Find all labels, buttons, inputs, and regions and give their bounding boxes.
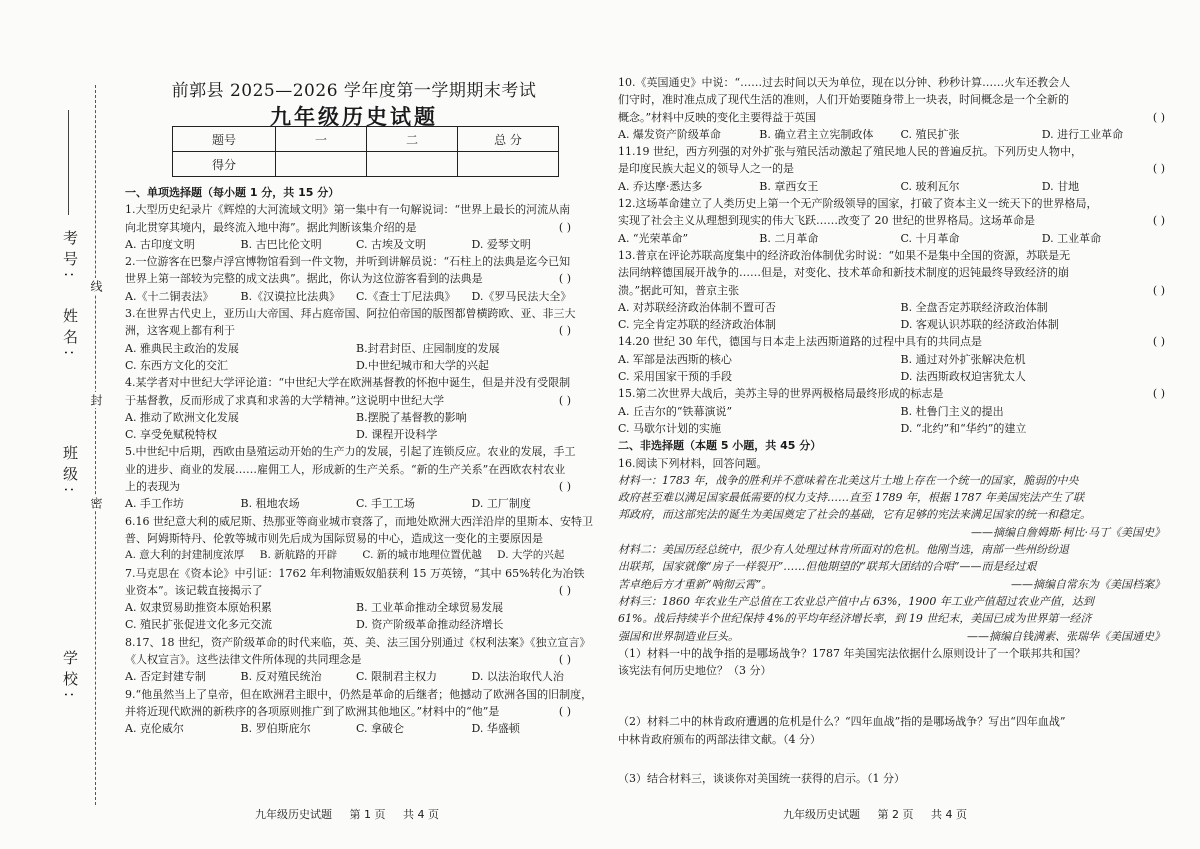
option[interactable]: C. 玻利瓦尔	[900, 179, 960, 193]
question-text: 并将近现代欧洲的新秩序的各项原则推广到了欧洲其他地区。”材料中的“他”是	[125, 704, 500, 718]
score-header-part1: 一	[276, 127, 367, 152]
option[interactable]: D. 甘地	[1041, 179, 1080, 193]
sub-question-text: 该宪法有何历史地位？（3 分）	[618, 664, 772, 678]
option[interactable]: B. 罗伯斯庇尔	[240, 722, 311, 736]
question-text: 2.一位游客在巴黎卢浮宫博物馆看到一件文物，并听到讲解员说：“石柱上的法典是迄今已知	[125, 255, 571, 269]
option[interactable]: A. 奴隶贸易助推资本原始积累	[125, 601, 272, 615]
option[interactable]: B.封君封臣、庄园制度的发展	[356, 341, 500, 355]
footer-total: 共 4 页	[930, 808, 967, 821]
answer-blank[interactable]: ( )	[558, 653, 571, 667]
question-text: 于基督教，反而形成了求真和求善的大学精神。”这说明中世纪大学	[125, 393, 445, 407]
exam-subtitle: 九年级历史试题	[270, 104, 438, 129]
question-text: 4.某学者对中世纪大学评论道：“中世纪大学在欧洲基督教的怀抱中诞生，但是并没有受限制	[125, 376, 571, 390]
question-4	[125, 374, 587, 443]
answer-blank[interactable]: ( )	[1152, 283, 1165, 297]
material-source: ——摘编自钱满素、张瑞华《美国通史》	[967, 629, 1165, 643]
answer-blank[interactable]: ( )	[1152, 387, 1165, 401]
material-text: 强国和世界制造业巨头。	[618, 629, 739, 643]
question-text: 是印度民族大起义的领导人之一的是	[618, 162, 794, 176]
question-1	[125, 201, 587, 253]
question-text: 5.中世纪中后期，西欧由垦殖运动开始的生产力的发展，引起了连锁反应。农业的发展，手工	[125, 445, 576, 459]
sub-question-1	[618, 645, 1183, 680]
option[interactable]: D. 进行工业革命	[1041, 127, 1124, 141]
question-8	[125, 634, 591, 686]
name-label: 姓名:	[61, 308, 79, 362]
answer-blank[interactable]: ( )	[558, 704, 571, 718]
sub-question-text: （2）材料二中的林肯政府遭遇的危机是什么？“四年血战”指的是哪场战争？写出“四年血战”	[618, 715, 1066, 729]
material-text: 61%。战后持续半个世纪保持 4%的平均年经济增长率，到 19 世纪末，美国已成为世界第一经济	[618, 612, 1092, 626]
question-text: 溃。”据此可知，普京主张	[618, 283, 740, 297]
question-11	[618, 143, 1183, 195]
question-text: 6.16 世纪意大利的威尼斯、热那亚等商业城市衰落了，而地处欧洲大西洋沿岸的里斯本、安特卫	[125, 514, 593, 528]
option[interactable]: A. 丘吉尔的“铁幕演说”	[618, 404, 733, 418]
sub-question-text: 中林肯政府颁布的两部法律文献。（4 分）	[618, 732, 821, 746]
question-10	[618, 74, 1183, 143]
question-text: 实现了社会主义从理想到现实的伟大飞跃……改变了 20 世纪的世界格局。这场革命是	[618, 214, 1035, 228]
answer-blank[interactable]: ( )	[558, 324, 571, 338]
option[interactable]: A. “光荣革命”	[618, 231, 689, 245]
school-label: 学校:	[61, 650, 79, 704]
answer-blank[interactable]: ( )	[1152, 214, 1165, 228]
question-text: 1.大型历史纪录片《辉煌的大河流域文明》第一集中有一句解说词：“世界上最长的河流从南	[125, 203, 571, 217]
option[interactable]: A. 爆发资产阶级革命	[618, 127, 721, 141]
question-text: 世界上第一部较为完整的成文法典”。据此，你认为这位游客看到的法典是	[125, 272, 483, 286]
footer-subject: 九年级历史试题	[255, 808, 332, 821]
option[interactable]: A. 乔达摩·悉达多	[618, 179, 703, 193]
answer-blank[interactable]: ( )	[558, 272, 571, 286]
answer-blank[interactable]: ( )	[1152, 110, 1165, 124]
question-text: 15.第二次世界大战后，美苏主导的世界两极格局最终形成的标志是	[618, 387, 944, 401]
section-heading: 二、非选择题（本题 5 小题，共 45 分）	[618, 439, 822, 453]
question-15	[618, 385, 1183, 437]
answer-blank[interactable]: ( )	[558, 583, 571, 597]
cut-mark-secret: 密	[89, 497, 103, 509]
material-text: 材料一：1783 年，战争的胜利并不意味着在北美这片土地上存在一个统一的国家，脆弱的中央	[618, 473, 1079, 487]
question-14	[618, 333, 1183, 385]
option[interactable]: C. 拿破仑	[356, 722, 405, 736]
sub-question-2	[618, 713, 1183, 748]
score-header-label: 题号	[173, 127, 276, 152]
question-2	[125, 253, 587, 305]
option[interactable]: C. 十月革命	[900, 231, 960, 245]
sub-question-3	[618, 770, 1183, 787]
option[interactable]: D. 客观认识苏联的经济政治体制	[900, 318, 1059, 332]
exam-no-blank	[68, 110, 69, 215]
sub-question-text: （1）材料一中的战争指的是哪场战争？1787 年美国宪法依据什么原则设计了一个联邦共和国？	[618, 646, 1086, 660]
option[interactable]: D. 法西斯政权迫害犹太人	[900, 370, 1026, 384]
score-cell[interactable]	[367, 152, 458, 177]
option[interactable]: B. 杜鲁门主义的提出	[900, 404, 1004, 418]
question-16-intro: 16.阅读下列材料，回答问题。	[618, 456, 768, 470]
question-text: 业资本”。该记载直接揭示了	[125, 583, 263, 597]
question-text: 13.普京在评论苏联高度集中的经济政治体制优劣时说：“如果不是集中全国的资源，苏联是无	[618, 248, 1071, 262]
score-cell[interactable]	[276, 152, 367, 177]
class-label: 班级:	[61, 445, 79, 499]
footer-page: 第 1 页	[349, 808, 386, 821]
option[interactable]: D. 以法治取代人治	[471, 670, 564, 684]
option[interactable]: D. 资产阶级革命推动经济增长	[356, 618, 504, 632]
option[interactable]: A. 推动了欧洲文化发展	[125, 410, 239, 424]
material-text: 材料三：1860 年农业生产总值在工农业总产值中占 63%，1900 年工业产值超过农业产值，达到	[618, 594, 1094, 608]
option[interactable]: A. 古印度文明	[125, 237, 195, 251]
material-source: ——摘编自常东为《美国档案》	[1011, 577, 1165, 591]
question-3	[125, 305, 587, 374]
answer-blank[interactable]: ( )	[558, 393, 571, 407]
binding-margin	[0, 0, 118, 849]
option[interactable]: C. 新的城市地理位置优越	[362, 549, 482, 562]
question-13	[618, 247, 1183, 333]
question-text: 上的表现为	[125, 480, 180, 494]
option[interactable]: C. 马歇尔计划的实施	[618, 421, 722, 435]
exam-page-2	[618, 0, 1186, 849]
option[interactable]: A. 雅典民主政治的发展	[125, 341, 239, 355]
material-text: 政府甚至难以满足国家最低需要的权力支持……直至 1789 年，根据 1787 年美国宪法产生了联	[618, 491, 1084, 505]
footer-total: 共 4 页	[402, 808, 439, 821]
option[interactable]: B. 反对殖民统治	[240, 670, 322, 684]
material-3	[618, 593, 1183, 645]
option[interactable]: C. 殖民扩张促进文化多元交流	[125, 618, 273, 632]
question-text: 11.19 世纪，西方列强的对外扩张与殖民活动激起了殖民地人民的普遍反抗。下列历史人物中，	[618, 145, 1082, 159]
page-footer	[255, 806, 439, 822]
question-text: 《人权宣言》。这些法律文件所体现的共同理念是	[125, 653, 362, 667]
question-text: 12.这场革命建立了人类历史上第一个无产阶级领导的国家，打破了资本主义一统天下的世界格局，	[618, 197, 1098, 211]
question-text: 法同纳粹德国展开战争的……但是，对变化、技术革命和新技术制度的迟钝最终导致经济的崩	[618, 266, 1069, 280]
question-text: 8.17、18 世纪，资产阶级革命的时代来临，英、美、法三国分别通过《权利法案》《独立宣言》	[125, 635, 591, 649]
question-5	[125, 443, 587, 512]
option[interactable]: A. 对苏联经济政治体制不置可否	[618, 300, 776, 314]
page1-questions	[125, 184, 593, 738]
answer-blank[interactable]: ( )	[558, 220, 571, 234]
question-9	[125, 686, 593, 738]
option[interactable]: A. 军部是法西斯的核心	[618, 352, 732, 366]
footer-subject: 九年级历史试题	[783, 808, 860, 821]
option[interactable]: B. 古巴比伦文明	[240, 237, 322, 251]
option[interactable]: D. 大学的兴起	[497, 549, 565, 562]
question-text: 3.在世界古代史上，亚历山大帝国、拜占庭帝国、阿拉伯帝国的版图都曾横跨欧、亚、非三大	[125, 307, 576, 321]
question-text: 普、阿姆斯特丹、伦敦等城市则先后成为国际贸易的中心，造成这一变化的主要原因是	[125, 531, 543, 545]
option[interactable]: C. 完全肯定苏联的经济政治体制	[618, 318, 777, 332]
option[interactable]: C. 享受免赋税特权	[125, 428, 218, 442]
material-2	[618, 541, 1183, 593]
option[interactable]: B. 通过对外扩张解决危机	[900, 352, 1026, 366]
answer-blank[interactable]: ( )	[1152, 335, 1165, 349]
question-text: 7.马克思在《资本论》中引证：1762 年利物浦贩奴船获利 15 万英镑，“其中 65%转化为冶铁	[125, 566, 585, 580]
material-text: 材料二：美国历经总统中，很少有人处理过林肯所面对的危机。他刚当选，南部一些州纷纷退	[618, 543, 1069, 557]
option[interactable]: D.《罗马民法大全》	[471, 289, 572, 303]
question-6	[125, 513, 593, 565]
score-table	[172, 126, 559, 177]
seal-line	[95, 85, 96, 805]
option[interactable]: D. “北约”和“华约”的建立	[900, 421, 1027, 435]
option[interactable]: C. 东西方文化的交汇	[125, 358, 229, 372]
material-text: 出联邦，国家就像“房子一样裂开”……但他期望的“联邦大团结的合唱”——而是经过艰	[618, 560, 1037, 574]
option[interactable]: D. 工业革命	[1041, 231, 1102, 245]
option[interactable]: A. 克伦威尔	[125, 722, 184, 736]
question-text: 9.“他虽然当上了皇帝，但在欧洲君主眼中，仍然是革命的后继者；他撼动了欧洲各国的旧制度，	[125, 687, 593, 701]
option[interactable]: A. 手工作坊	[125, 497, 184, 511]
score-header-total: 总 分	[458, 127, 559, 152]
option[interactable]: C. 手工工场	[356, 497, 416, 511]
option[interactable]: D. 工厂制度	[471, 497, 531, 511]
material-text: 邦政府，而这部宪法的诞生为美国奠定了社会的基础，它有足够的宪法来满足国家的统一和稳定。	[618, 508, 1091, 522]
question-text: 向北贯穿其境内，最终流入地中海”。据此判断该集介绍的是	[125, 220, 417, 234]
option[interactable]: C. 采用国家干预的手段	[618, 370, 733, 384]
answer-space[interactable]	[618, 679, 1183, 713]
question-text: 14.20 世纪 30 年代，德国与日本走上法西斯道路的过程中具有的共同点是	[618, 335, 982, 349]
option[interactable]: B.摆脱了基督教的影响	[356, 410, 467, 424]
option[interactable]: B. 确立君主立宪制政体	[759, 127, 874, 141]
cut-mark-seal: 封	[89, 394, 103, 406]
answer-blank[interactable]: ( )	[1152, 162, 1165, 176]
option[interactable]: C. 限制君主权力	[356, 670, 438, 684]
option[interactable]: B.《汉谟拉比法典》	[240, 289, 341, 303]
sub-question-text: （3）结合材料三，谈谈你对美国统一获得的启示。（1 分）	[618, 771, 905, 785]
option[interactable]: A. 意大利的封建制度浓厚	[125, 549, 245, 562]
question-text: 业的进步、商业的发展……雇佣工人，形成新的生产关系。“新的生产关系”在西欧农村农业	[125, 462, 566, 476]
option[interactable]: D.中世纪城市和大学的兴起	[356, 358, 489, 372]
option[interactable]: D. 爱琴文明	[471, 237, 531, 251]
option[interactable]: B. 二月革命	[759, 231, 819, 245]
material-text: 苦卓绝后方才重新“响彻云霄”。	[618, 577, 773, 591]
score-header-part2: 二	[367, 127, 458, 152]
option[interactable]: A. 否定封建专制	[125, 670, 206, 684]
option[interactable]: B. 工业革命推动全球贸易发展	[356, 601, 504, 615]
material-1	[618, 472, 1183, 541]
question-text: 们守时，准时准点成了现代生活的准则，人们开始要随身带上一块表，时间概念是一个全新的	[618, 93, 1069, 107]
answer-space[interactable]	[618, 748, 1183, 770]
option[interactable]: B. 全盘否定苏联经济政治体制	[900, 300, 1048, 314]
page-footer	[783, 806, 967, 822]
question-text: 洲，这客观上都有利于	[125, 324, 235, 338]
option[interactable]: D. 课程开设科学	[356, 428, 438, 442]
exam-page-1	[120, 0, 593, 849]
question-7	[125, 565, 587, 634]
option[interactable]: B. 章西女王	[759, 179, 819, 193]
question-text: 概念。”材料中反映的变化主要得益于英国	[618, 110, 817, 124]
cut-mark-line: 线	[89, 280, 103, 292]
question-text: 10.《英国通史》中说：“……过去时间以天为单位，现在以分钟、秒秒计算……火车还教会人	[618, 76, 1071, 89]
option[interactable]: D. 华盛顿	[471, 722, 520, 736]
footer-page: 第 2 页	[877, 808, 914, 821]
score-row-label: 得分	[173, 152, 276, 177]
page2-questions	[618, 74, 1183, 787]
option[interactable]: B. 新航路的开辟	[259, 549, 338, 562]
exam-title: 前郭县 2025—2026 学年度第一学期期末考试	[171, 81, 537, 101]
answer-blank[interactable]: ( )	[558, 480, 571, 494]
material-source: ——摘编自詹姆斯·柯比·马丁《美国史》	[971, 525, 1165, 539]
exam-no-label: 考号:	[61, 230, 79, 284]
option[interactable]: C. 殖民扩张	[900, 127, 960, 141]
score-cell[interactable]	[458, 152, 559, 177]
option[interactable]: B. 租地农场	[240, 497, 300, 511]
question-12	[618, 195, 1183, 247]
section-heading: 一、单项选择题（每小题 1 分，共 15 分）	[125, 186, 340, 199]
option[interactable]: C. 古埃及文明	[356, 237, 427, 251]
option[interactable]: C.《查士丁尼法典》	[356, 289, 456, 303]
option[interactable]: A.《十二铜表法》	[125, 289, 214, 303]
